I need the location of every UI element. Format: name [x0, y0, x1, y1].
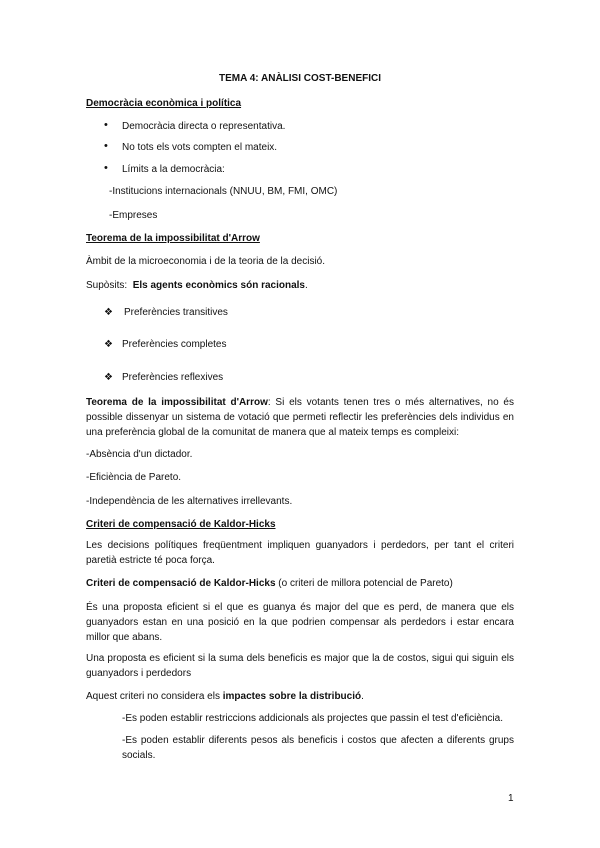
diamond-bullet-icon: ❖	[104, 339, 113, 350]
theorem-text: : Si els votants tenen tres o més alternatives, no és possible dissenyar un sistema de votació que permeti reflectir les preferències dels individus en una preferència global de la comunitat de manera que al mateix temps es compleixi:	[86, 397, 514, 438]
heading-kaldor-hicks: Criteri de compensació de Kaldor-Hicks	[86, 519, 276, 530]
diamond-bullet-icon: ❖	[104, 372, 113, 383]
theorem-bold: Teorema de la impossibilitat d'Arrow	[86, 397, 268, 408]
assumptions-line	[86, 279, 308, 292]
condition-item: -Absència d'un dictador.	[86, 449, 193, 460]
distribution-line	[86, 690, 364, 703]
criterion-rest: (o criteri de millora potencial de Pareto)	[275, 578, 453, 589]
note-item: -Es poden establir restriccions addicionals als projectes que passin el test d'eficiència.	[122, 713, 503, 724]
criterion-line	[86, 577, 453, 590]
condition-item: -Independència de les alternatives irrellevants.	[86, 496, 293, 507]
sub-item: -Empreses	[109, 210, 158, 221]
scope-text: Àmbit de la microeconomia i de la teoria de la decisió.	[86, 256, 326, 267]
distribution-start: Aquest criteri no considera els	[86, 691, 223, 702]
paragraph-efficient: És una proposta eficient si el que es guanya és major del que es perd, de manera que els guanyadors estan en una posició en la que podrien compensar als perdedors i estar encara millor que abans.	[86, 602, 514, 643]
bullet-item: No tots els vots compten el mateix.	[122, 142, 278, 153]
sub-item: -Institucions internacionals (NNUU, BM, FMI, OMC)	[109, 186, 338, 197]
intro-paragraph: Les decisions polítiques freqüentment impliquen guanyadors i perdedors, per tant el criteri paretià estricte té poca força.	[86, 540, 514, 566]
bullet-dot-icon: •	[104, 162, 108, 174]
heading-arrow: Teorema de la impossibilitat d'Arrow	[86, 233, 260, 244]
condition-item: -Eficiència de Pareto.	[86, 472, 182, 483]
assumptions-bold: Els agents econòmics són racionals	[132, 280, 305, 291]
diamond-bullet-icon: ❖	[104, 307, 113, 318]
assumptions-label: Supòsits:	[86, 280, 128, 291]
preference-item: Preferències transitives	[124, 307, 228, 318]
note-item: -Es poden establir diferents pesos als beneficis i costos que afecten a diferents grups socials.	[122, 735, 514, 761]
distribution-bold: impactes sobre la distribució	[222, 691, 362, 702]
assumptions-end: .	[305, 280, 308, 291]
page-number: 1	[508, 793, 514, 804]
bullet-item: Democràcia directa o representativa.	[122, 121, 286, 132]
bullet-dot-icon: •	[104, 140, 108, 152]
bullet-item: Límits a la democràcia:	[122, 164, 225, 175]
criterion-bold: Criteri de compensació de Kaldor-Hicks	[86, 578, 276, 589]
bullet-dot-icon: •	[104, 119, 108, 131]
heading-democracia: Democràcia econòmica i política	[86, 98, 242, 109]
page-title: TEMA 4: ANÀLISI COST-BENEFICI	[218, 73, 382, 84]
paragraph-sum: Una proposta es eficient si la suma dels beneficis es major que la de costos, sigui qui siguin els guanyadors i perdedors	[86, 653, 514, 679]
preference-item: Preferències completes	[122, 339, 227, 350]
theorem-paragraph	[86, 395, 514, 440]
distribution-end: .	[361, 691, 364, 702]
preference-item: Preferències reflexives	[122, 372, 224, 383]
